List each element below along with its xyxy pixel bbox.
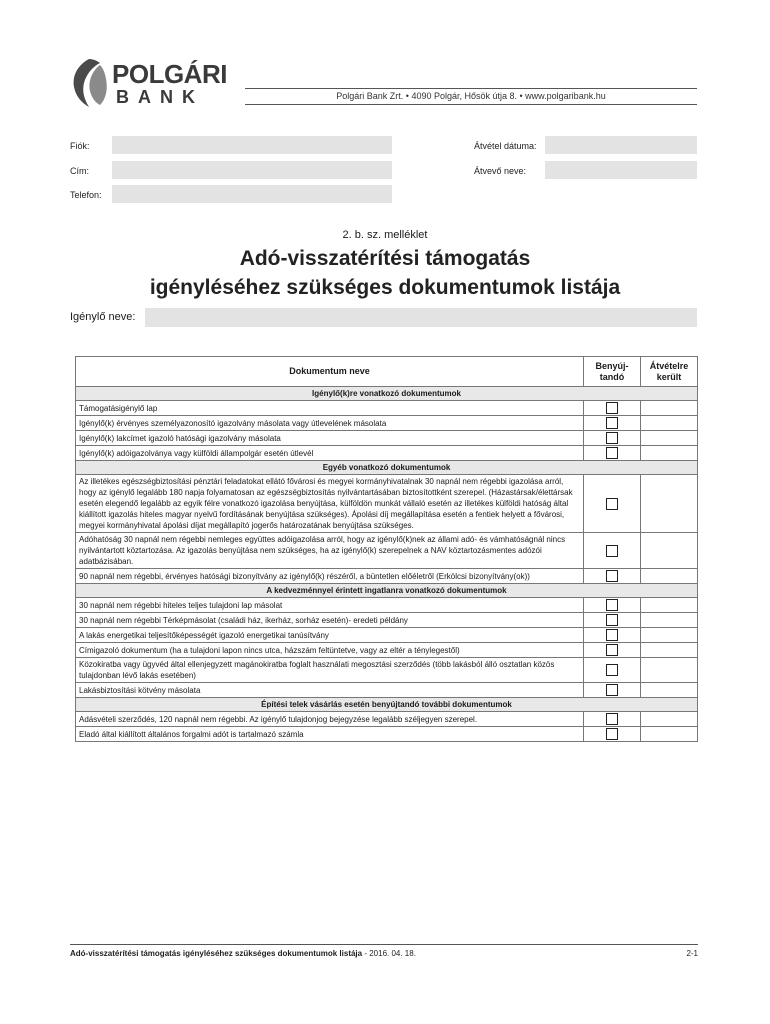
table-row (76, 658, 698, 683)
receipt-date-label: Átvétel dátuma: (474, 141, 537, 151)
table-row (76, 401, 698, 416)
submit-checkbox[interactable] (606, 570, 618, 582)
table-header-row (76, 357, 698, 387)
footer-title (70, 949, 416, 958)
footer-date: - 2016. 04. 18. (362, 949, 416, 958)
document-name: Támogatásigénylő lap (76, 401, 584, 416)
documents-table (75, 356, 698, 742)
submit-cell (584, 446, 641, 461)
document-name: Az illetékes egészségbiztosítási pénztári feladatokat ellátó fővárosi és megyei kormányhivatalnak 30 napnál nem régebbi igazolása arról, hogy az igénylő legalább 180 napja folyamatosan az egészségbiztosítás nyilvántartásában biztosítottként szerepel. (Házastársak/élettársak esetén elegendő legalább az egyik félre vonatkozó igazolása benyújtása, külföldön munkát vállaló esetén az illetékes külföldi hatóság által kiállított igazolás hiteles magyar nyelvű fordításának benyújtása szükséges). Ápolási díj megállapítása esetén a fentiek helyett a fővárosi, megyei kormányhivatal ápolási díjat megállapító jogerős határozatának benyújtása szükséges. (76, 475, 584, 533)
submit-cell (584, 727, 641, 742)
page-title-line2: igényléséhez szükséges dokumentumok listája (149, 276, 621, 299)
submit-checkbox[interactable] (606, 614, 618, 626)
annex-label: 2. b. sz. melléklet (342, 229, 428, 241)
applicant-name-field[interactable] (145, 308, 697, 327)
document-name: Igénylő(k) érvényes személyazonosító igazolvány másolata vagy útlevelének másolata (76, 416, 584, 431)
table-row (76, 613, 698, 628)
submit-checkbox[interactable] (606, 728, 618, 740)
company-info: Polgári Bank Zrt. • 4090 Polgár, Hősök útja 8. • www.polgaribank.hu (336, 91, 606, 101)
submit-checkbox[interactable] (606, 629, 618, 641)
section-title: Építési telek vásárlás esetén benyújtandó további dokumentumok (76, 698, 698, 712)
received-cell[interactable] (641, 401, 698, 416)
table-row (76, 533, 698, 569)
phone-label: Telefon: (70, 190, 102, 200)
col-header-received (641, 357, 698, 387)
address-field[interactable] (112, 161, 392, 179)
receipt-date-field[interactable] (545, 136, 697, 154)
phone-field[interactable] (112, 185, 392, 203)
receiver-name-label: Átvevő neve: (474, 166, 527, 176)
submit-cell (584, 683, 641, 698)
document-name: Igénylő(k) lakcímet igazoló hatósági igazolvány másolata (76, 431, 584, 446)
document-name: A lakás energetikai teljesítőképességét igazoló energetikai tanúsítvány (76, 628, 584, 643)
section-title: Egyéb vonatkozó dokumentumok (76, 461, 698, 475)
submit-checkbox[interactable] (606, 447, 618, 459)
table-row (76, 683, 698, 698)
received-cell[interactable] (641, 431, 698, 446)
receiver-name-field[interactable] (545, 161, 697, 179)
col-header-submit-line1: Benyúj- (595, 360, 629, 371)
table-row (76, 446, 698, 461)
col-header-submit-line2: tandó (599, 371, 625, 382)
document-name: Lakásbiztosítási kötvény másolata (76, 683, 584, 698)
received-cell[interactable] (641, 643, 698, 658)
submit-checkbox[interactable] (606, 498, 618, 510)
received-cell[interactable] (641, 727, 698, 742)
header-rule-bottom (245, 104, 697, 105)
submit-cell (584, 401, 641, 416)
brand-name-line1: POLGÁRI (112, 59, 227, 89)
document-name: Címigazoló dokumentum (ha a tulajdoni lapon nincs utca, házszám feltüntetve, vagy az eltér a ténylegestől) (76, 643, 584, 658)
table-row (76, 431, 698, 446)
section-header-row (76, 698, 698, 712)
section-title: Igénylő(k)re vonatkozó dokumentumok (76, 387, 698, 401)
document-name: Igénylő(k) adóigazolványa vagy külföldi állampolgár esetén útlevél (76, 446, 584, 461)
col-header-received-line2: került (656, 371, 682, 382)
submit-cell (584, 613, 641, 628)
submit-checkbox[interactable] (606, 713, 618, 725)
table-row (76, 475, 698, 533)
section-title: A kedvezménnyel érintett ingatlanra vonatkozó dokumentumok (76, 584, 698, 598)
submit-cell (584, 533, 641, 569)
submit-checkbox[interactable] (606, 432, 618, 444)
submit-checkbox[interactable] (606, 545, 618, 557)
polgari-bank-logo (70, 55, 230, 115)
col-header-received-line1: Átvételre (649, 360, 689, 371)
document-name: 30 napnál nem régebbi hiteles teljes tulajdoni lap másolat (76, 598, 584, 613)
table-row (76, 569, 698, 584)
submit-checkbox[interactable] (606, 599, 618, 611)
col-header-submit (584, 357, 641, 387)
submit-checkbox[interactable] (606, 402, 618, 414)
submit-checkbox[interactable] (606, 417, 618, 429)
received-cell[interactable] (641, 658, 698, 683)
submit-cell (584, 416, 641, 431)
section-header-row (76, 584, 698, 598)
section-header-row (76, 387, 698, 401)
document-name: Közokiratba vagy ügyvéd által ellenjegyzett magánokiratba foglalt használati megosztási szerződés (több lakásból álló osztatlan közös tulajdonban lévő lakás esetében) (76, 658, 584, 683)
received-cell[interactable] (641, 683, 698, 698)
received-cell[interactable] (641, 533, 698, 569)
received-cell[interactable] (641, 569, 698, 584)
received-cell[interactable] (641, 598, 698, 613)
received-cell[interactable] (641, 416, 698, 431)
document-name: Adóhatóság 30 napnál nem régebbi nemleges együttes adóigazolása arról, hogy az igénylő(k)nek az állami adó- és vámhatóságnál nincs nyilvántartott köztartozása. Az igazolás benyújtása nem szükséges, ha az igénylő(k) szerepelnek a NAV köztartozásmentes adózói adatbázisában. (76, 533, 584, 569)
submit-checkbox[interactable] (606, 684, 618, 696)
submit-cell (584, 628, 641, 643)
received-cell[interactable] (641, 628, 698, 643)
received-cell[interactable] (641, 613, 698, 628)
submit-cell (584, 431, 641, 446)
submit-cell (584, 475, 641, 533)
received-cell[interactable] (641, 446, 698, 461)
document-name: 30 napnál nem régebbi Térképmásolat (családi ház, ikerház, sorház esetén)- eredeti példány (76, 613, 584, 628)
submit-checkbox[interactable] (606, 644, 618, 656)
table-row (76, 598, 698, 613)
branch-field[interactable] (112, 136, 392, 154)
submit-checkbox[interactable] (606, 664, 618, 676)
document-name: Adásvételi szerződés, 120 napnál nem régebbi. Az igénylő tulajdonjog bejegyzése legalább széljegyen szerepel. (76, 712, 584, 727)
section-header-row (76, 461, 698, 475)
submit-cell (584, 643, 641, 658)
table-row (76, 416, 698, 431)
leaf-emblem-icon (70, 57, 108, 109)
received-cell[interactable] (641, 712, 698, 727)
footer-rule (70, 944, 698, 945)
table-row (76, 727, 698, 742)
applicant-name-label: Igénylő neve: (70, 311, 136, 323)
submit-cell (584, 658, 641, 683)
table-row (76, 628, 698, 643)
brand-name-line2: BANK (116, 87, 204, 107)
branch-label: Fiók: (70, 141, 90, 151)
footer-title-text: Adó-visszatérítési támogatás igényléséhez szükséges dokumentumok listája (70, 949, 363, 958)
col-header-document: Dokumentum neve (76, 357, 584, 387)
footer-page-number: 2-1 (686, 949, 698, 958)
submit-cell (584, 712, 641, 727)
document-name: 90 napnál nem régebbi, érvényes hatósági bizonyítvány az igénylő(k) részéről, a büntetlen előéletről (Erkölcsi bizonyítvány(ok)) (76, 569, 584, 584)
submit-cell (584, 569, 641, 584)
table-row (76, 712, 698, 727)
address-label: Cím: (70, 166, 89, 176)
document-name: Eladó által kiállított általános forgalmi adót is tartalmazó számla (76, 727, 584, 742)
page-title (0, 244, 770, 302)
submit-cell (584, 598, 641, 613)
page-title-line1: Adó-visszatérítési támogatás (239, 247, 531, 270)
received-cell[interactable] (641, 475, 698, 533)
table-row (76, 643, 698, 658)
